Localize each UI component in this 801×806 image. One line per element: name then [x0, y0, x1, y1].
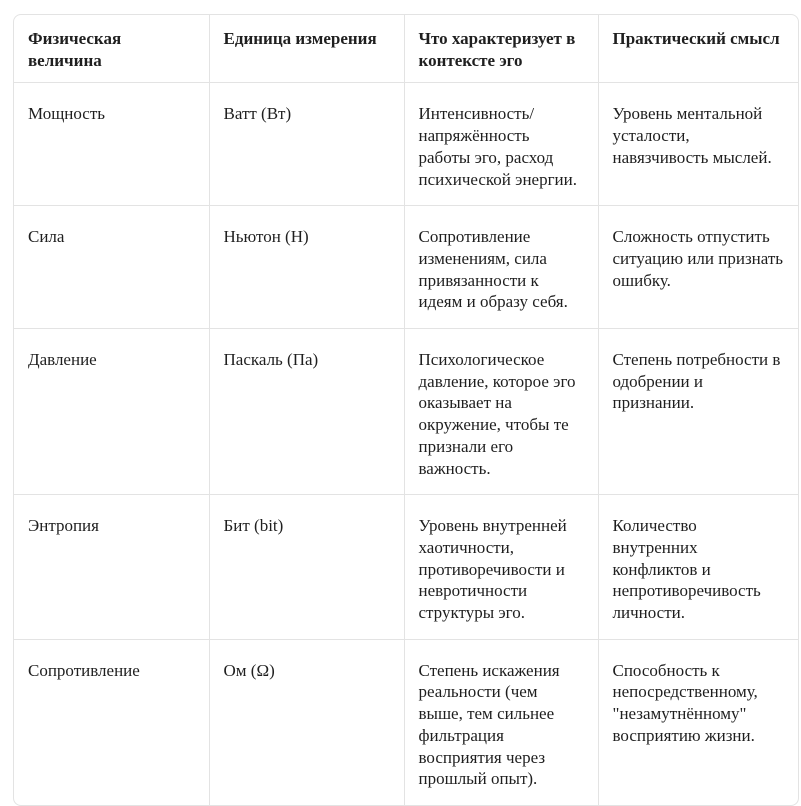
- cell-characterizes: Психологическое давление, которое эго оказывает на окружение, чтобы те признали его важность.: [404, 329, 598, 495]
- physics-ego-table: [14, 15, 798, 805]
- cell-characterizes: Степень искажения реальности (чем выше, тем сильнее фильтрация восприятия через прошлый опыт).: [404, 639, 598, 805]
- cell-unit: Паскаль (Па): [209, 329, 404, 495]
- cell-characterizes: Уровень внутренней хаотичности, противоречивости и невротичности структуры эго.: [404, 495, 598, 640]
- table-row: [14, 639, 798, 805]
- table-header-row: [14, 15, 798, 83]
- cell-quantity: Энтропия: [14, 495, 209, 640]
- cell-practical-meaning: Количество внутренних конфликтов и непротиворечивость личности.: [598, 495, 798, 640]
- cell-quantity: Мощность: [14, 83, 209, 206]
- table-row: [14, 206, 798, 329]
- header-practical-meaning: Практический смысл: [598, 15, 798, 83]
- cell-practical-meaning: Степень потребности в одобрении и признании.: [598, 329, 798, 495]
- cell-practical-meaning: Сложность отпустить ситуацию или признать ошибку.: [598, 206, 798, 329]
- cell-unit: Ньютон (Н): [209, 206, 404, 329]
- cell-unit: Бит (bit): [209, 495, 404, 640]
- cell-quantity: Сила: [14, 206, 209, 329]
- cell-unit: Ом (Ω): [209, 639, 404, 805]
- cell-quantity: Давление: [14, 329, 209, 495]
- table-container: [13, 14, 799, 806]
- cell-characterizes: Интенсивность/ напряжённость работы эго, расход психической энергии.: [404, 83, 598, 206]
- table-row: [14, 495, 798, 640]
- cell-practical-meaning: Способность к непосредственному, "незамутнённому" восприятию жизни.: [612, 660, 758, 745]
- header-unit: Единица измерения: [209, 15, 404, 83]
- header-characterizes: Что характеризует в контексте эго: [404, 15, 598, 83]
- cell-characterizes: Сопротивление изменениям, сила привязанности к идеям и образу себя.: [404, 206, 598, 329]
- header-quantity: Физическая величина: [14, 15, 209, 83]
- cell-quantity: Сопротивление: [14, 639, 209, 805]
- cell-unit: Ватт (Вт): [209, 83, 404, 206]
- table-row: [14, 329, 798, 495]
- table-row: [14, 83, 798, 206]
- cell-practical-meaning: Уровень ментальной усталости, навязчивость мыслей.: [598, 83, 798, 206]
